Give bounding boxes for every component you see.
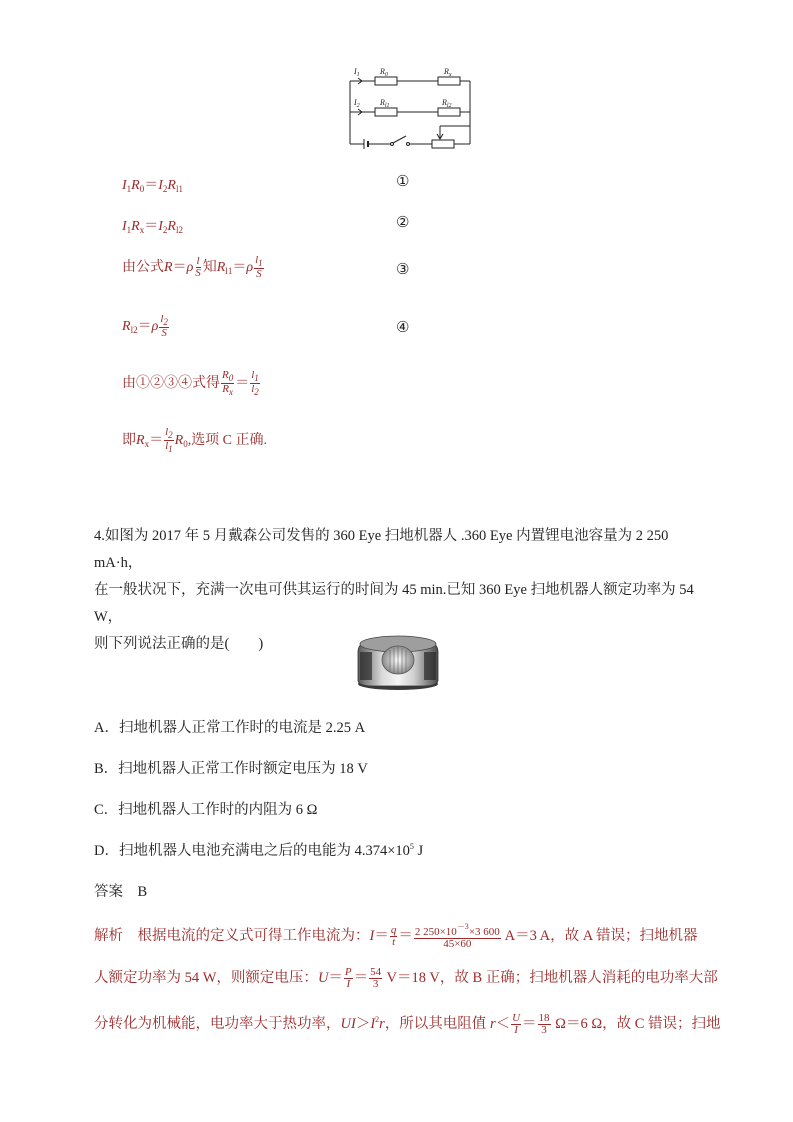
robot-vacuum-image: [352, 630, 444, 692]
option-b: B．扫地机器人正常工作时额定电压为 18 V: [94, 761, 368, 777]
analysis-line-1: 解析 根据电流的定义式可得工作电流为：I＝ $\frac{q}{t}$ ＝ $\frac{2 250\times 10^{-3}\times 3 600}{45\times 60}$ A＝3 A，故 A 错误；扫地机器: [94, 921, 698, 951]
label-rl2: R: [442, 98, 447, 107]
answer-label: 答案: [94, 884, 123, 900]
equation-5: 由①②③④式得 $\frac{R_0}{R_x}$ ＝ $\frac{l_1}{l_2}$: [122, 369, 259, 398]
option-c: C．扫地机器人工作时的内阻为 6 Ω: [94, 802, 318, 818]
label-rl1: R: [380, 98, 385, 107]
answer-value: B: [137, 884, 148, 900]
equation-4: $R_{l2}=\rho$ $\frac{l_2}{S}$: [122, 313, 168, 340]
analysis: [94, 918, 721, 1042]
equation-1: $I_1R_0=I_2R_{l1}$: [122, 178, 183, 194]
question-line-2: 在一般状况下，充满一次电可供其运行的时间为 45 min.已知 360 Eye 扫地机器人额定功率为 54 W，: [94, 582, 694, 625]
svg-text:I1: $I_1$: [354, 67, 360, 78]
circuit-diagram: [340, 62, 480, 154]
svg-text:I2: $I_2$: [354, 98, 360, 109]
option-d: D．扫地机器人电池充满电之后的电能为 $4.374\times 10^5$ J: [94, 842, 424, 859]
label-i1: I: [354, 67, 357, 76]
question-line-1: 4.如图为 2017 年 5 月戴森公司发售的 360 Eye 扫地机器人 .360 Eye 内置锂电池容量为 2 250 mA·h，: [94, 528, 669, 571]
equation-1-number: ①: [396, 174, 410, 190]
equation-3-number: ③: [396, 262, 410, 278]
equation-2-number: ②: [396, 215, 410, 231]
svg-text:Rx: $R_x$: [444, 67, 452, 78]
question-line-3: 则下列说法正确的是( ): [94, 636, 264, 652]
analysis-line-2: 人额定功率为 54 W，则额定电压：U＝ $\frac{P}{I}$ ＝ $\frac{54}{3}$ V＝18 V，故 B 正确；扫地机器人消耗的电功率大部: [94, 965, 718, 991]
option-a: A．扫地机器人正常工作时的电流是 2.25 A: [94, 720, 366, 736]
svg-text:Rl2: $R_{l2}$: [442, 98, 452, 109]
analysis-line-3: 分转化为机械能，电功率大于热功率，$UI>I^2r$，所以其电阻值 r＜ $\frac{U}{I}$ ＝ $\frac{18}{3}$ Ω＝6 Ω，故 C 错误；扫地: [94, 1011, 721, 1037]
equation-4-number: ④: [396, 320, 410, 336]
label-r0: R: [380, 67, 385, 76]
label-i2: I: [354, 98, 357, 107]
svg-text:R0: $R_0$: [380, 67, 388, 78]
svg-text:Rl1: $R_{l1}$: [380, 98, 390, 109]
label-rx: R: [444, 67, 449, 76]
answer: [94, 880, 147, 901]
equation-6: 即$R_x=$ $\frac{l_2}{l_1}$ $R_0$,选项 C 正确.: [122, 426, 268, 455]
equation-3: 由公式R＝ρ $\frac{l}{S}$ 知$R_{l1}=\rho$ $\frac{l_1}{S}$: [122, 254, 263, 281]
equation-2: $I_1R_x=I_2R_{l2}$: [122, 219, 183, 235]
